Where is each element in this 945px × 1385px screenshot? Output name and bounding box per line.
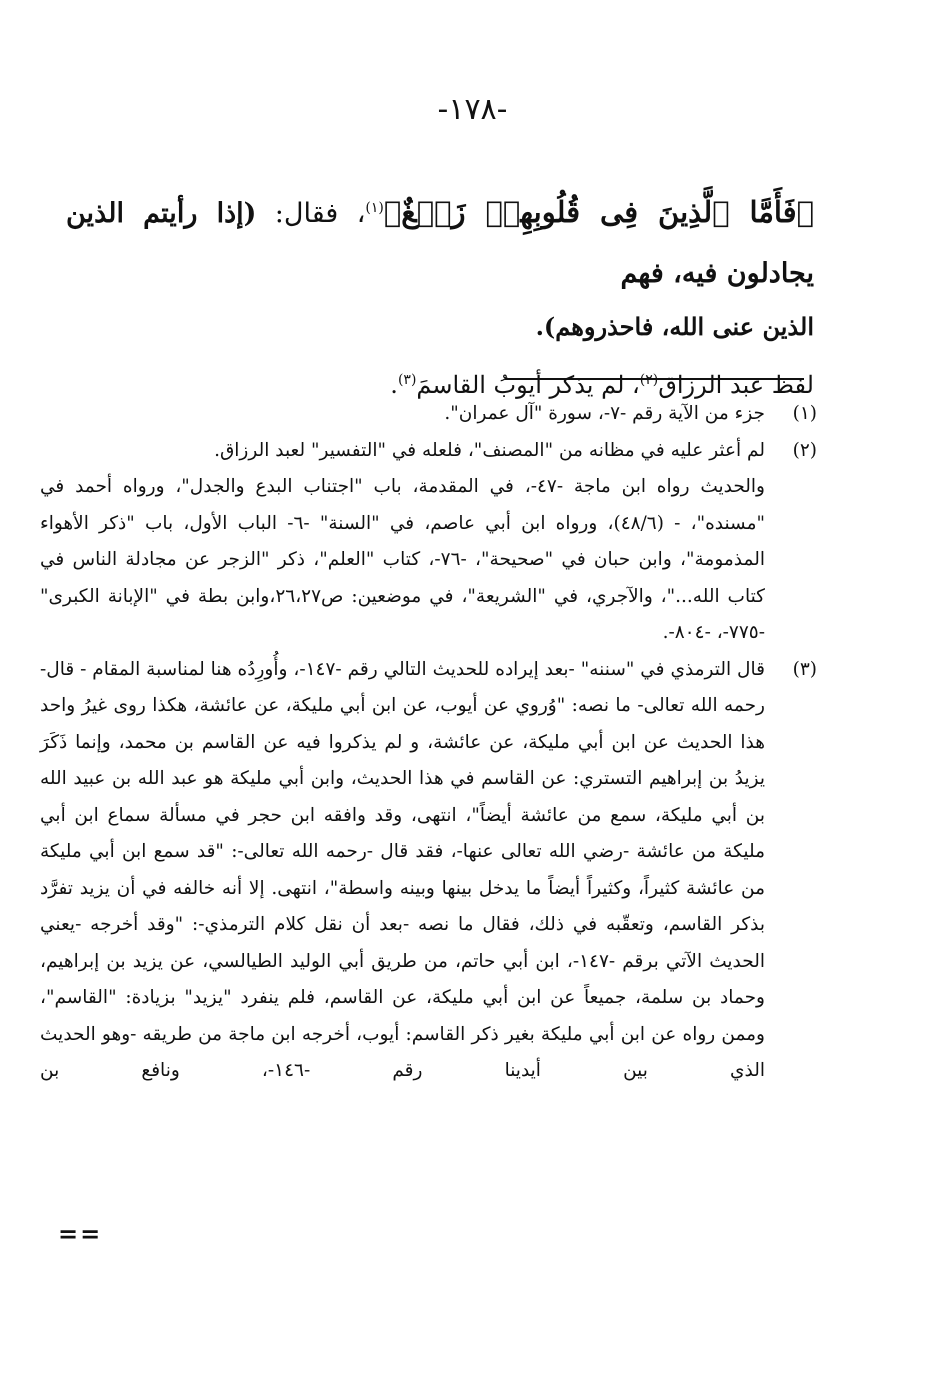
page-number: -١٧٨-	[437, 92, 508, 127]
footnotes	[40, 396, 817, 1090]
intro-text: ، فقال:	[256, 198, 366, 229]
footnote-3	[40, 652, 817, 1090]
footnote-text: جزء من الآية رقم -٧-، سورة "آل عمران".	[444, 403, 765, 424]
continuation-mark: ==	[58, 1220, 103, 1248]
footnote-number: (١)	[792, 403, 817, 424]
line3-text-b: ، لم يذكر أيوبُ القاسمَ	[416, 371, 640, 399]
footnote-1	[40, 396, 817, 433]
hadith-quote-part2: الذين عنى الله، فاحذروهم).	[535, 312, 814, 341]
footnote-text: قال الترمذي في "سننه" -بعد إيراده للحديث التالي رقم -١٤٧-، وأُورِدُه هنا لمناسبة المقام - قال-رحمه الله تعالى- ما نصه: "وُروي عن أيوب، عن ابن أبي مليكة، عن عائشة، هكذا روى غيرُ واحد هذا الحديث عن ابن أبي مليكة، عن عائشة، و لم يذكروا فيه عن القاسم بن محمد، وإنما ذَكَرَ يزيدُ بن إبراهيم التستري: عن القاسم في هذا الحديث، وابن أبي مليكة هو عبد الله بن عبيد الله بن أبي مليكة، سمع من عائشة أيضاً"، انتهى، وقد وافقه ابن حجر في مسألة سماع ابن أبي مليكة من عائشة -رضي الله تعالى عنها-، فقد قال -رحمه الله تعالى-: "قد سمع ابن أبي مليكة من عائشة كثيراً، وكثيراً أيضاً ما يدخل بينها وبينه واسطة"، انتهى. إلا أنه خالفه في أن يزيد تفرَّد بذكر القاسم، وتعقّبه في ذلك، فقال ما نصه -بعد أن نقل كلام الترمذي-: "وقد أخرجه -يعني الحديث الآتي برقم -١٤٧-، ابن أبي حاتم، من طريق أبي الوليد الطيالسي، عن يزيد بن إبراهيم، وحماد بن سلمة، جميعاً عن ابن أبي مليكة، عن القاسم، فلم ينفرد "يزيد" بزيادة: "القاسم"، وممن رواه عن ابن أبي مليكة بغير ذكر القاسم: أيوب، أخرجه ابن ماجة من طريقه -وهو الحديث الذي بين أيدينا رقم -١٤٦-، ونافع بن	[40, 658, 765, 1081]
line3-text-a: لفظ عبد الرزاق	[658, 371, 814, 399]
footnote-text: لم أعثر عليه في مظانه من "المصنف"، فلعله في "التفسير" لعبد الرزاق.	[214, 439, 765, 461]
footnote-number: (٢)	[792, 439, 817, 461]
line3-text-c: .	[390, 371, 398, 399]
footnote-ref-1: (١)	[365, 200, 384, 216]
footnote-number: (٣)	[792, 658, 817, 680]
footnote-ref-2: (٢)	[639, 372, 659, 388]
main-paragraph-line1	[66, 178, 814, 304]
footnote-text: والحديث رواه ابن ماجة -٤٧-، في المقدمة، باب "اجتناب البدع والجدل"، ورواه أحمد في "مسنده"، - (٤٨/٦)، ورواه ابن أبي عاصم، في "السنة" -٦- الباب الأول، باب "ذكر الأهواء المذمومة"، وابن حبان في "صحيحة"، -٧٦-، كتاب "العلم"، ذكر "الزجر عن مجادلة الناس في كتاب الله..."، والآجري، في "الشريعة"، في موضعين: ص٢٦،٢٧،وابن بطة في "الإبانة الكبرى" -٧٧٥-، -٨٠٤-.	[40, 476, 765, 643]
hadith-quote-part1: (إذا رأيتم الذين يجادلون فيه، فهم	[66, 198, 814, 289]
footnote-separator	[505, 378, 804, 380]
footnote-ref-3: (٣)	[397, 372, 417, 388]
footnote-2	[40, 433, 817, 652]
quran-verse: ﴿فَأَمَّا ٱلَّذِينَ فِى قُلُوبِهِمۡ زَيۡغٌ﴾	[383, 195, 814, 229]
